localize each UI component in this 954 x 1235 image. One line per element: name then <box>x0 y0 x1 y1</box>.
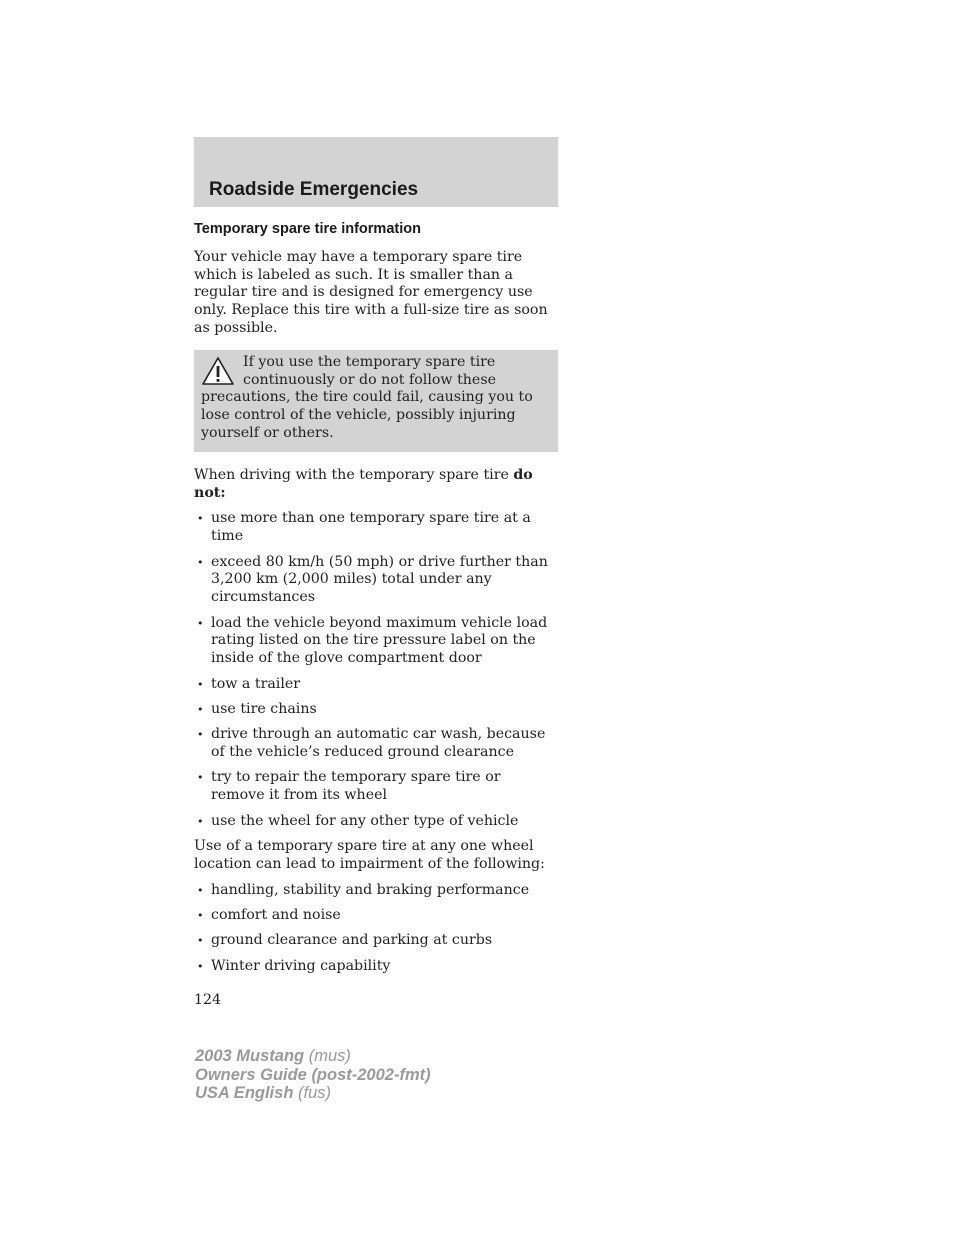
list-item-text: try to repair the temporary spare tire or remove it from its wheel <box>211 769 501 804</box>
list-item-text: handling, stability and braking performance <box>211 881 530 898</box>
section-title: Roadside Emergencies <box>209 179 419 200</box>
list-item-text: exceed 80 km/h (50 mph) or drive further than 3,200 km (2,000 miles) total under any circumstances <box>211 553 548 606</box>
list-item <box>194 676 558 694</box>
page-content <box>194 218 558 1009</box>
list-item-text: Winter driving capability <box>211 957 391 974</box>
footer-language-code: (fus) <box>293 1084 331 1102</box>
do-not-label: do not: <box>194 466 533 501</box>
list-item <box>194 510 558 546</box>
warning-text: If you use the temporary spare tire continuously or do not follow these precautions, the tire could fail, causing you to lose control of the vehicle, possibly injuring yourself or others. <box>201 353 533 441</box>
do-not-lead-text: When driving with the temporary spare tire <box>194 466 514 483</box>
list-item <box>194 882 558 900</box>
do-not-lead <box>194 467 558 503</box>
bullet: • <box>197 909 204 923</box>
bullet: • <box>197 814 204 828</box>
list-item <box>194 701 558 719</box>
list-item <box>194 615 558 668</box>
list-item <box>194 932 558 950</box>
warning-triangle-icon <box>201 356 235 386</box>
section-header-band <box>194 137 558 207</box>
list-item <box>194 813 558 831</box>
footer-guide-name: Owners Guide (post-2002-fmt) <box>195 1065 431 1084</box>
bullet: • <box>197 771 204 785</box>
impairment-intro: Use of a temporary spare tire at any one wheel location can lead to impairment of the following: <box>194 838 545 872</box>
list-item <box>194 726 558 762</box>
list-item <box>194 554 558 607</box>
bullet: • <box>197 883 204 897</box>
list-item-text: tow a trailer <box>211 675 301 692</box>
list-item <box>194 769 558 805</box>
list-item-text: comfort and noise <box>211 907 341 924</box>
bullet: • <box>197 512 204 526</box>
bullet: • <box>197 728 204 742</box>
bullet: • <box>197 677 204 691</box>
bullet: • <box>197 702 204 716</box>
list-item <box>194 958 558 976</box>
subsection-heading: Temporary spare tire information <box>194 221 421 237</box>
footer-line-language <box>195 1084 431 1103</box>
impairment-list <box>194 882 558 976</box>
bullet: • <box>197 555 204 569</box>
list-item-text: use the wheel for any other type of vehicle <box>211 812 519 829</box>
footer-model-name: 2003 Mustang <box>195 1047 305 1065</box>
list-item-text: drive through an automatic car wash, because of the vehicle’s reduced ground clearance <box>211 726 546 761</box>
warning-box <box>194 350 558 452</box>
bullet: • <box>197 616 204 630</box>
footer-language-name: USA English <box>195 1084 294 1102</box>
footer-line-model <box>195 1047 431 1066</box>
bullet: • <box>197 959 204 973</box>
document-footer <box>195 1047 431 1103</box>
list-item-text: use more than one temporary spare tire at a time <box>211 510 531 545</box>
list-item <box>194 907 558 925</box>
intro-paragraph: Your vehicle may have a temporary spare tire which is labeled as such. It is smaller than a regular tire and is designed for emergency use only. Replace this tire with a full-size tire as soon as possible. <box>194 248 548 336</box>
page-number: 124 <box>194 991 222 1008</box>
list-item-text: use tire chains <box>211 700 317 717</box>
list-item-text: load the vehicle beyond maximum vehicle load rating listed on the tire pressure label on the inside of the glove compartment door <box>211 614 548 667</box>
footer-model-code: (mus) <box>304 1047 351 1065</box>
bullet: • <box>197 934 204 948</box>
list-item-text: ground clearance and parking at curbs <box>211 932 493 949</box>
do-not-list <box>194 510 558 830</box>
footer-line-guide <box>195 1066 431 1085</box>
